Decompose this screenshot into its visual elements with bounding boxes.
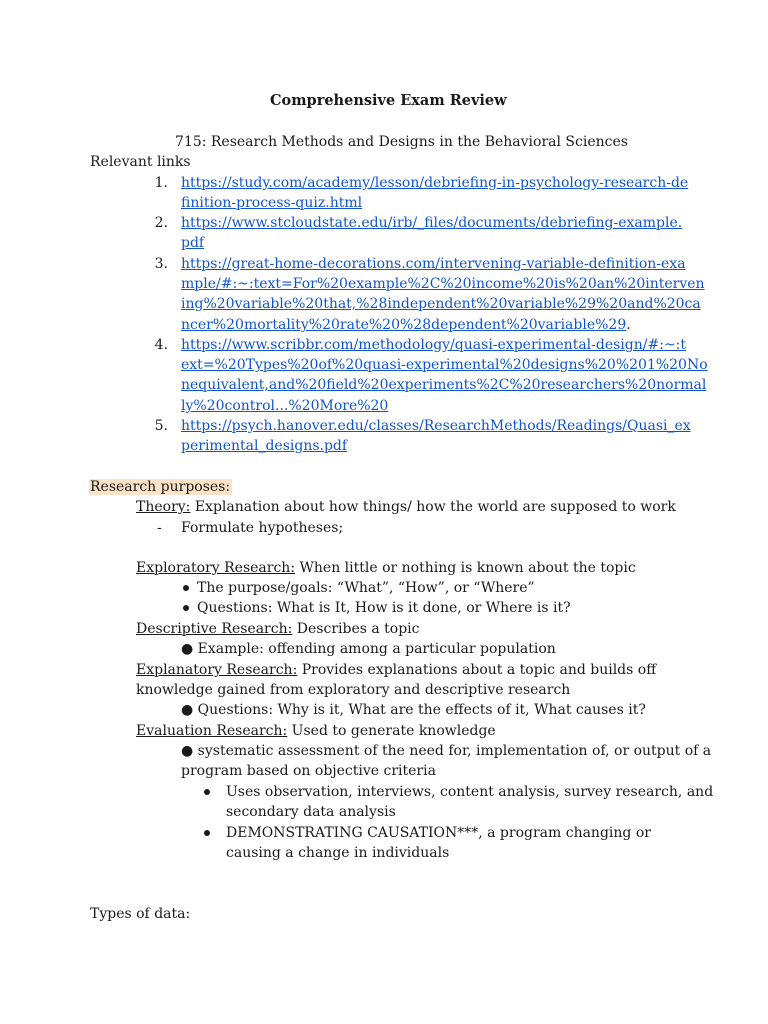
explanatory-bullet: ● Questions: Why is it, What are the effects of it, What causes it? — [181, 702, 646, 718]
descriptive-label: Descriptive Research: — [136, 621, 293, 637]
explanatory-label: Explanatory Research: — [136, 662, 298, 678]
links-heading: Relevant links — [90, 154, 191, 170]
link-4-line-4[interactable]: ly%20control...%20More%20 — [181, 398, 389, 414]
link-3-line-4-row — [181, 315, 631, 335]
link-4-line-3[interactable]: nequivalent,and%20field%20experiments%2C%20researchers%20normal — [181, 377, 707, 393]
exploratory-bullet-2: Questions: What is It, How is it done, or Where is it? — [197, 600, 571, 616]
evaluation-sub-1-line-2: secondary data analysis — [226, 804, 396, 820]
link-1-line-2[interactable]: finition-process-quiz.html — [181, 195, 363, 211]
link-2-line-2[interactable]: pdf — [181, 235, 205, 251]
exploratory-line — [136, 558, 636, 578]
explanatory-line — [136, 660, 656, 680]
purposes-heading — [90, 477, 232, 497]
descriptive-line — [136, 619, 420, 639]
theory-label: Theory: — [136, 499, 191, 515]
descriptive-text: Describes a topic — [292, 621, 420, 637]
link-number: 3. — [154, 256, 168, 272]
link-1-line-1[interactable]: https://study.com/academy/lesson/debriefing-in-psychology-research-de — [181, 175, 689, 191]
explanatory-text: Provides explanations about a topic and builds off — [297, 662, 657, 678]
evaluation-sub-2-line-2: causing a change in individuals — [226, 845, 450, 861]
theory-text: Explanation about how things/ how the world are supposed to work — [190, 499, 676, 515]
bullet-dot-icon — [202, 782, 212, 802]
link-number: 2. — [154, 215, 168, 231]
link-4-line-1[interactable]: https://www.scribbr.com/methodology/quasi-experimental-design/#:~:t — [181, 337, 687, 353]
exploratory-bullet-1: The purpose/goals: “What”, “How”, or “Where” — [197, 580, 535, 596]
evaluation-bullet-line-2: program based on objective criteria — [181, 763, 436, 779]
theory-line — [136, 497, 676, 517]
link-5-line-1[interactable]: https://psych.hanover.edu/classes/ResearchMethods/Readings/Quasi_ex — [181, 418, 691, 434]
evaluation-text: Used to generate knowledge — [287, 723, 496, 739]
link-number: 1. — [154, 175, 168, 191]
link-3-line-4[interactable]: ncer%20mortality%20rate%20%28dependent%20variable%29 — [181, 317, 627, 333]
link-2-line-1[interactable]: https://www.stcloudstate.edu/irb/_files/documents/debriefing-example. — [181, 215, 683, 231]
link-number: 5. — [154, 418, 168, 434]
link-3-line-3[interactable]: ing%20variable%20that,%28independent%20variable%29%20and%20ca — [181, 296, 701, 312]
link-3-trailing-period: . — [626, 317, 631, 333]
exploratory-text: When little or nothing is known about the topic — [295, 560, 636, 576]
data-types-heading: Types of data: — [90, 906, 191, 922]
exploratory-label: Exploratory Research: — [136, 560, 296, 576]
bullet-dot-icon — [181, 598, 191, 618]
theory-sub-item: Formulate hypotheses; — [181, 520, 344, 536]
theory-dash: - — [157, 520, 162, 536]
course-heading: 715: Research Methods and Designs in the Behavioral Sciences — [175, 134, 628, 150]
link-4-line-2[interactable]: ext=%20Types%20of%20quasi-experimental%20designs%20%201%20No — [181, 357, 708, 373]
link-3-line-2[interactable]: mple/#:~:text=For%20example%2C%20income%20is%20an%20interven — [181, 276, 705, 292]
evaluation-line — [136, 721, 496, 741]
bullet-dot-icon — [202, 823, 212, 843]
link-number: 4. — [154, 337, 168, 353]
evaluation-bullet-line-1: ● systematic assessment of the need for, implementation of, or output of a — [181, 743, 712, 759]
evaluation-sub-2-line-1: DEMONSTRATING CAUSATION***, a program changing or — [226, 825, 651, 841]
page-title: Comprehensive Exam Review — [270, 92, 507, 109]
bullet-dot-icon — [181, 578, 191, 598]
link-3-line-1[interactable]: https://great-home-decorations.com/intervening-variable-definition-exa — [181, 256, 686, 272]
link-5-line-2[interactable]: perimental_designs.pdf — [181, 438, 348, 454]
evaluation-sub-1-line-1: Uses observation, interviews, content analysis, survey research, and — [226, 784, 714, 800]
evaluation-label: Evaluation Research: — [136, 723, 288, 739]
explanatory-line-2: knowledge gained from exploratory and descriptive research — [136, 682, 571, 698]
purposes-heading-text: Research purposes: — [90, 479, 231, 495]
descriptive-bullet: ● Example: offending among a particular population — [181, 641, 556, 657]
